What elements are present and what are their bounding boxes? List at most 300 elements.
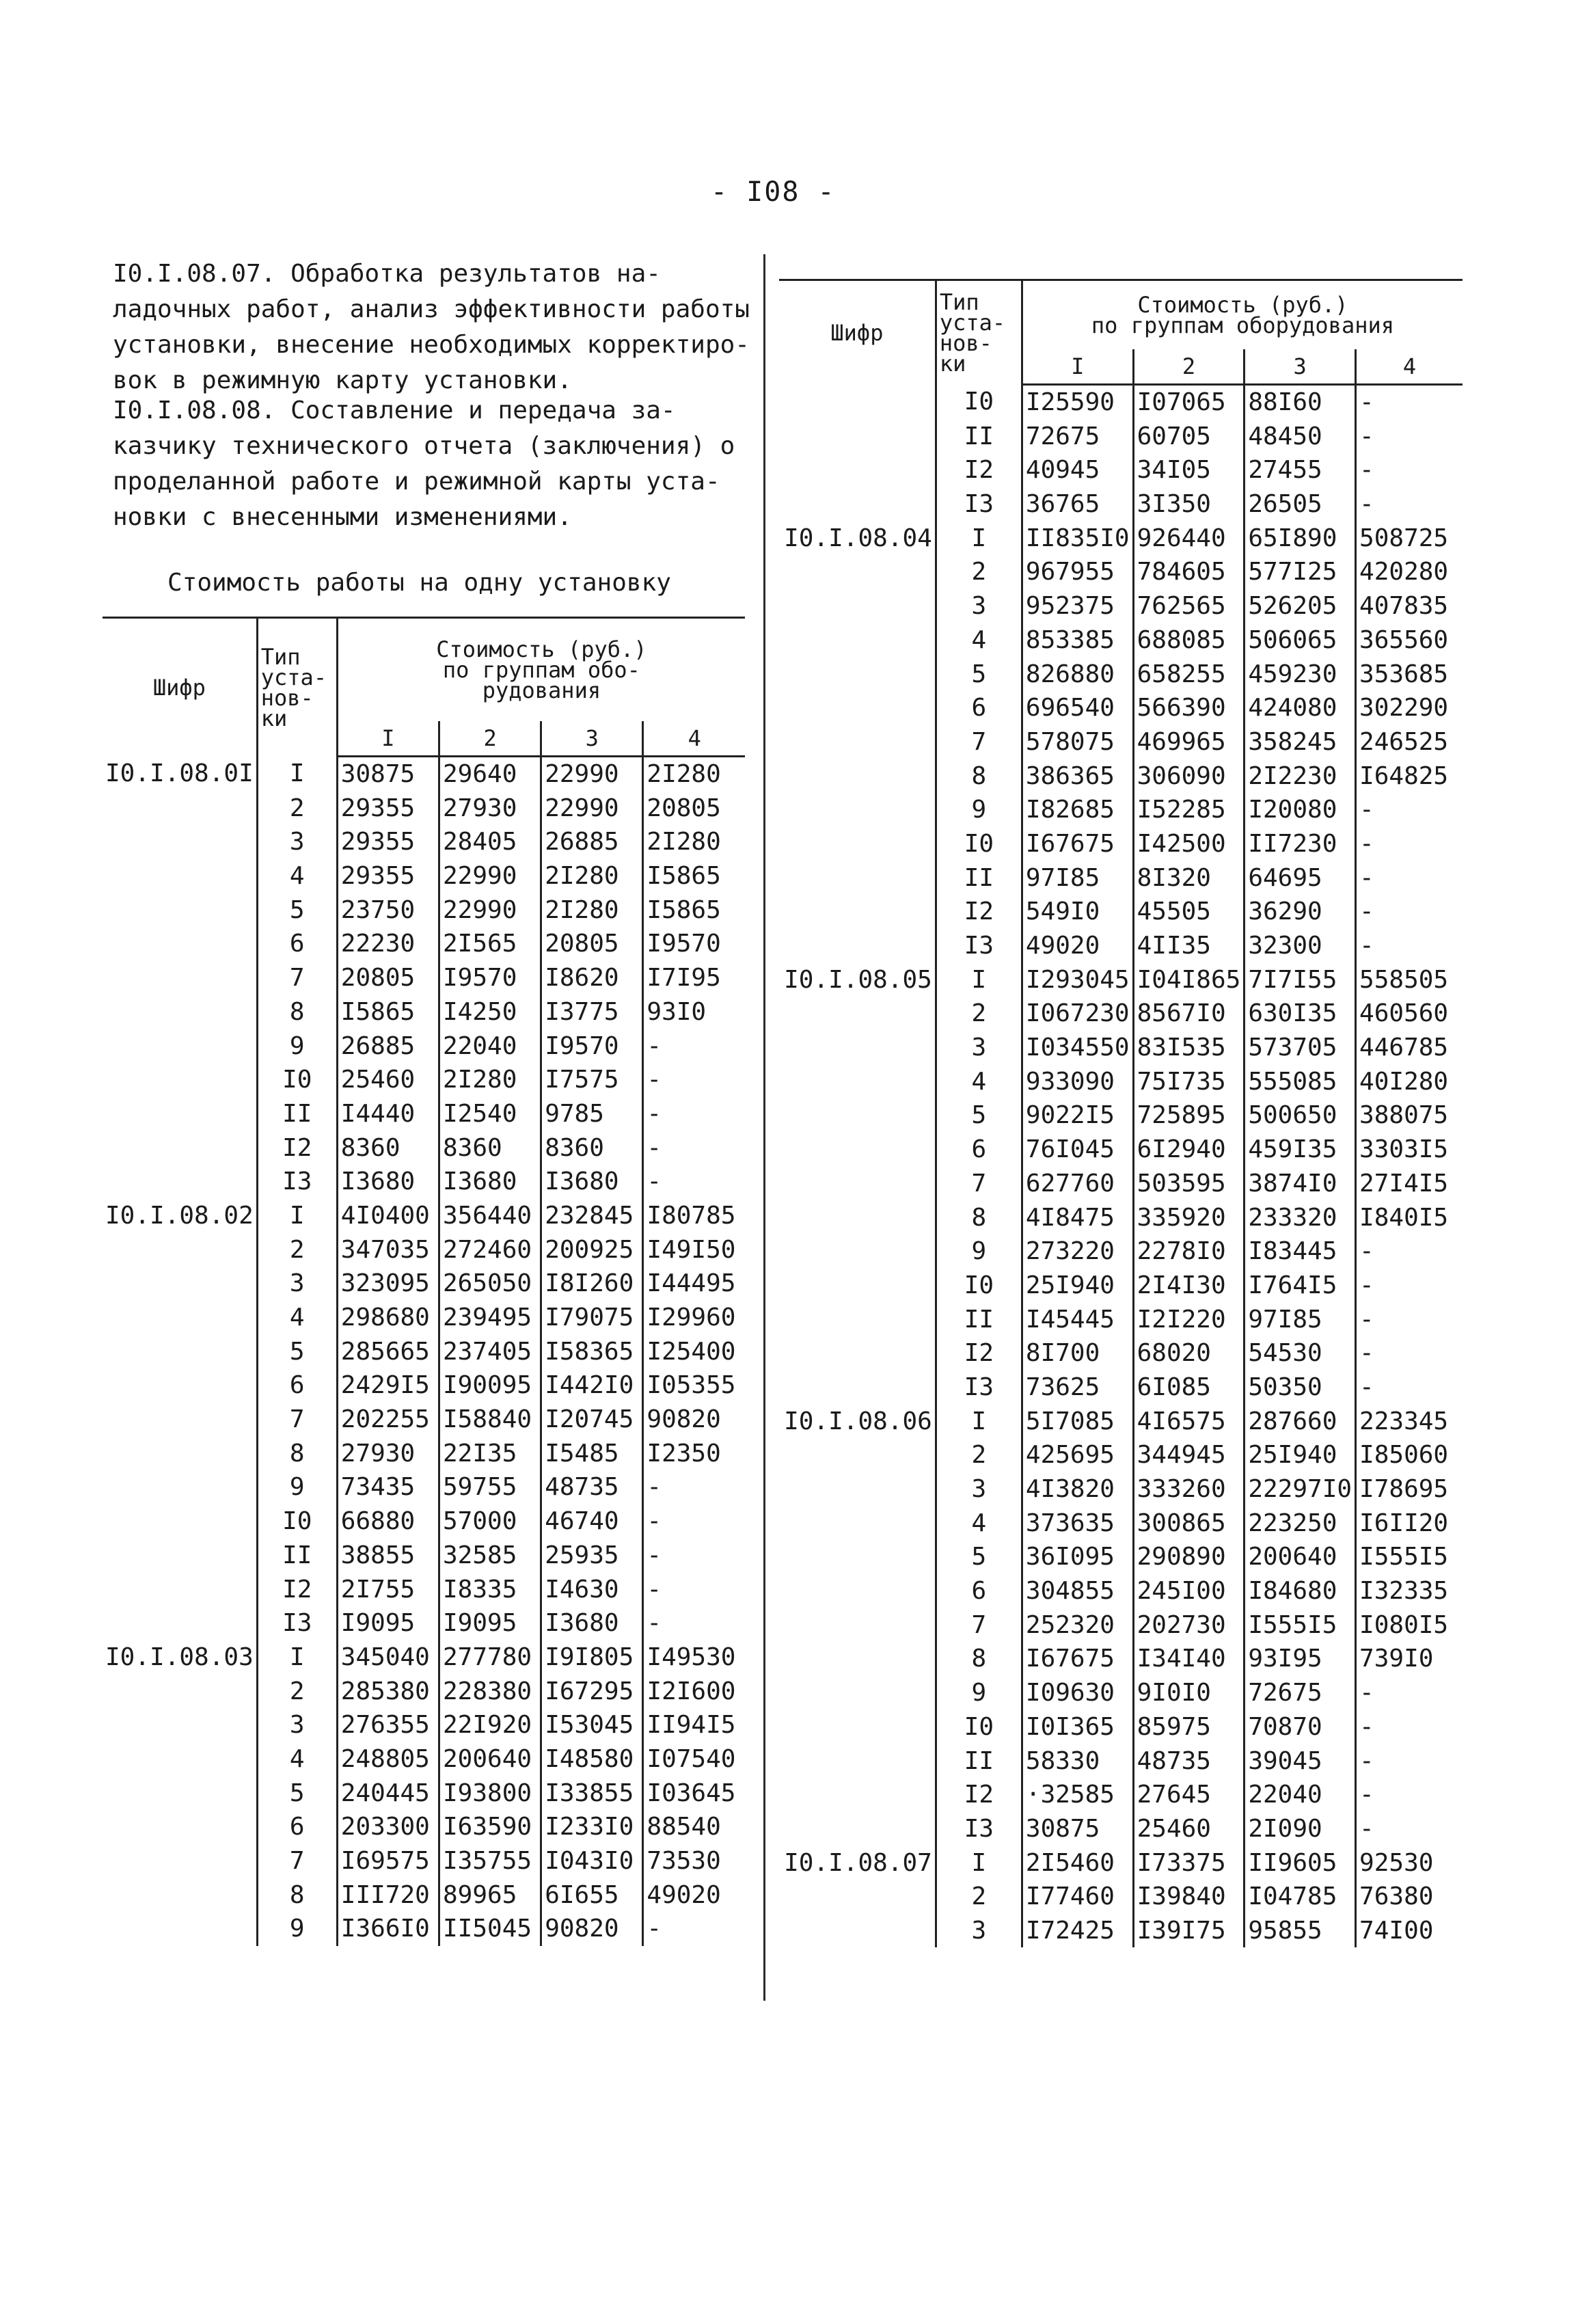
header-group-2: 2 [439, 721, 541, 756]
cost-table-right [779, 279, 1463, 1947]
cost-cell-group-2: I07065 [1133, 384, 1245, 419]
cost-cell-group-3: 2I280 [541, 859, 643, 893]
cost-cell-group-1: 252320 [1022, 1608, 1133, 1642]
cost-cell-group-3: I764I5 [1245, 1269, 1356, 1303]
cost-cell-group-2: 2I565 [439, 927, 541, 961]
cost-cell-group-3: 22297I0 [1245, 1472, 1356, 1506]
cipher-empty [779, 1336, 936, 1370]
cost-cell-group-2: 566390 [1133, 691, 1245, 725]
cost-cell-group-3: 93I95 [1245, 1642, 1356, 1676]
type-cell: 8 [936, 1200, 1022, 1234]
cost-cell-group-3: 48735 [541, 1470, 643, 1504]
cipher-empty [103, 1844, 257, 1878]
cost-cell-group-3: 555085 [1245, 1064, 1356, 1098]
header-group-1: I [337, 721, 439, 756]
cost-cell-group-1: 578075 [1022, 725, 1133, 759]
cost-cell-group-4: I44495 [643, 1267, 745, 1301]
type-cell: I0 [936, 1269, 1022, 1303]
type-cell: 2 [257, 791, 337, 825]
cost-cell-group-2: I39840 [1133, 1880, 1245, 1914]
paragraph-line: ладочных работ, анализ эффективности работы [113, 295, 750, 323]
type-cell: 3 [257, 1708, 337, 1742]
type-cell: 4 [936, 1064, 1022, 1098]
header-line: Стоимость (руб.) [436, 636, 647, 662]
table-row [779, 1200, 1463, 1234]
cost-cell-group-1: 5I7085 [1022, 1404, 1133, 1438]
type-cell: 2 [936, 555, 1022, 589]
cost-cell-group-1: 4I8475 [1022, 1200, 1133, 1234]
type-cell: 7 [936, 725, 1022, 759]
table-row [779, 1031, 1463, 1065]
cost-cell-group-1: I25590 [1022, 384, 1133, 419]
cost-cell-group-3: I67295 [541, 1674, 643, 1708]
type-cell: I3 [936, 1370, 1022, 1405]
cost-cell-group-1: 2I755 [337, 1572, 439, 1606]
cipher-code: I0.I.08.05 [784, 965, 932, 994]
cipher-code: I0.I.08.0I [105, 759, 254, 788]
cost-cell-group-1: 66880 [337, 1504, 439, 1539]
type-cell: I [257, 756, 337, 791]
table-row [779, 384, 1463, 419]
table-row [103, 1742, 745, 1776]
cost-cell-group-3: I043I0 [541, 1844, 643, 1878]
cost-cell-group-4: - [1356, 1676, 1463, 1710]
type-cell: I0 [936, 827, 1022, 861]
cost-cell-group-4: 74I00 [1356, 1914, 1463, 1948]
cost-cell-group-3: 22990 [541, 791, 643, 825]
cost-cell-group-4: - [1356, 1812, 1463, 1846]
cipher-empty [779, 1540, 936, 1574]
cost-cell-group-2: 272460 [439, 1232, 541, 1267]
type-cell: 4 [257, 859, 337, 893]
type-cell: 4 [257, 1301, 337, 1335]
cost-cell-group-3: 39045 [1245, 1744, 1356, 1778]
cost-cell-group-1: I3680 [337, 1165, 439, 1199]
cost-cell-group-1: I77460 [1022, 1880, 1133, 1914]
cost-cell-group-3: I79075 [541, 1301, 643, 1335]
cipher-code: I0.I.08.07 [784, 1848, 932, 1877]
type-cell: I [936, 962, 1022, 997]
cipher-empty [779, 453, 936, 487]
table-row [779, 1269, 1463, 1303]
cost-cell-group-4: - [1356, 895, 1463, 929]
cost-cell-group-3: 7I7I55 [1245, 962, 1356, 997]
cost-cell-group-3: 8360 [541, 1131, 643, 1165]
cost-cell-group-2: I2540 [439, 1097, 541, 1131]
table-row [103, 1165, 745, 1199]
cost-cell-group-3: 54530 [1245, 1336, 1356, 1370]
cipher-empty [103, 961, 257, 995]
type-cell: 7 [257, 961, 337, 995]
cipher-empty [779, 487, 936, 522]
cost-cell-group-1: 30875 [1022, 1812, 1133, 1846]
table-row [779, 1846, 1463, 1880]
cipher-empty [779, 1778, 936, 1812]
cost-cell-group-3: 70870 [1245, 1710, 1356, 1744]
cost-cell-group-1: 36I095 [1022, 1540, 1133, 1574]
cipher-empty [779, 1744, 936, 1778]
cost-cell-group-1: 425695 [1022, 1438, 1133, 1472]
cost-cell-group-4: I840I5 [1356, 1200, 1463, 1234]
cost-cell-group-1: 40945 [1022, 453, 1133, 487]
cost-cell-group-4: 92530 [1356, 1846, 1463, 1880]
cost-cell-group-4: I2350 [643, 1436, 745, 1470]
type-cell: 5 [936, 1540, 1022, 1574]
cost-cell-group-1: 23750 [337, 893, 439, 927]
cipher-empty [779, 1302, 936, 1336]
cost-cell-group-2: I42500 [1133, 827, 1245, 861]
cost-cell-group-1: 72675 [1022, 419, 1133, 453]
cost-cell-group-2: 784605 [1133, 555, 1245, 589]
cipher-empty [103, 1539, 257, 1573]
cost-cell-group-1: 73625 [1022, 1370, 1133, 1405]
type-cell: 7 [257, 1844, 337, 1878]
cost-cell-group-4: 88540 [643, 1810, 745, 1844]
header-line: Тип [939, 288, 979, 315]
cost-cell-group-3: 95855 [1245, 1914, 1356, 1948]
cost-cell-group-2: 237405 [439, 1334, 541, 1368]
cipher-empty [103, 1470, 257, 1504]
cost-cell-group-2: 239495 [439, 1301, 541, 1335]
cost-cell-group-1: 30875 [337, 756, 439, 791]
cost-cell-group-3: 2I090 [1245, 1812, 1356, 1846]
type-cell: I [936, 1846, 1022, 1880]
table-row [103, 1267, 745, 1301]
cost-cell-group-4: I555I5 [1356, 1540, 1463, 1574]
cost-cell-group-4: 460560 [1356, 997, 1463, 1031]
cost-cell-group-2: 300865 [1133, 1506, 1245, 1540]
table-row [103, 995, 745, 1029]
cost-cell-group-4: 388075 [1356, 1098, 1463, 1133]
cost-cell-group-4: I29960 [643, 1301, 745, 1335]
type-cell: I2 [936, 1778, 1022, 1812]
cost-cell-group-3: 526205 [1245, 589, 1356, 623]
cipher-empty [779, 827, 936, 861]
cost-cell-group-2: I58840 [439, 1403, 541, 1437]
cost-cell-group-3: I7575 [541, 1063, 643, 1097]
cost-cell-group-1: 4I3820 [1022, 1472, 1133, 1506]
cost-cell-group-1: I67675 [1022, 1642, 1133, 1676]
cost-cell-group-4: 353685 [1356, 657, 1463, 691]
table-row [779, 453, 1463, 487]
cost-cell-group-1: ·32585 [1022, 1778, 1133, 1812]
paragraph-10-1-08-07 [113, 256, 750, 398]
cost-cell-group-1: 298680 [337, 1301, 439, 1335]
cost-cell-group-1: I5865 [337, 995, 439, 1029]
cost-cell-group-1: 25I940 [1022, 1269, 1133, 1303]
cost-cell-group-2: 48735 [1133, 1744, 1245, 1778]
cipher-empty [103, 1165, 257, 1199]
cost-cell-group-1: 2I5460 [1022, 1846, 1133, 1880]
type-cell: 8 [936, 1642, 1022, 1676]
cost-cell-group-1: 933090 [1022, 1064, 1133, 1098]
cipher-empty [103, 1436, 257, 1470]
cipher-empty [103, 1029, 257, 1063]
cost-cell-group-3: 46740 [541, 1504, 643, 1539]
cost-cell-group-1: 627760 [1022, 1167, 1133, 1201]
cipher-empty [103, 859, 257, 893]
cipher-empty [103, 825, 257, 859]
cost-cell-group-2: 762565 [1133, 589, 1245, 623]
cost-cell-group-2: 57000 [439, 1504, 541, 1539]
cost-cell-group-3: 287660 [1245, 1404, 1356, 1438]
table-row [103, 1504, 745, 1539]
type-cell: 9 [257, 1029, 337, 1063]
type-cell: 6 [936, 1133, 1022, 1167]
cost-cell-group-3: 200640 [1245, 1540, 1356, 1574]
cost-cell-group-1: 203300 [337, 1810, 439, 1844]
cost-cell-group-3: 88I60 [1245, 384, 1356, 419]
cipher-empty [779, 1676, 936, 1710]
cost-cell-group-1: I09630 [1022, 1676, 1133, 1710]
cost-cell-group-3: I3680 [541, 1165, 643, 1199]
cost-cell-group-1: 276355 [337, 1708, 439, 1742]
cost-cell-group-1: I0I365 [1022, 1710, 1133, 1744]
table-row [103, 756, 745, 791]
type-cell: I2 [936, 895, 1022, 929]
cost-cell-group-2: 344945 [1133, 1438, 1245, 1472]
cost-cell-group-1: 38855 [337, 1539, 439, 1573]
cost-cell-group-1: 347035 [337, 1232, 439, 1267]
cost-table-left [103, 617, 745, 1946]
cost-cell-group-3: 22040 [1245, 1778, 1356, 1812]
cipher-code: I0.I.08.03 [105, 1643, 254, 1671]
cost-cell-group-1: 29355 [337, 859, 439, 893]
cipher-code [779, 384, 936, 419]
cost-cell-group-4: 302290 [1356, 691, 1463, 725]
cost-cell-group-4: 558505 [1356, 962, 1463, 997]
cost-cell-group-4: - [1356, 929, 1463, 963]
cipher-empty [779, 1031, 936, 1065]
cost-cell-group-4: 73530 [643, 1844, 745, 1878]
cost-cell-group-4: - [643, 1539, 745, 1573]
type-cell: 5 [936, 1098, 1022, 1133]
table-row [779, 1914, 1463, 1948]
table-row [779, 1540, 1463, 1574]
table-row [779, 1098, 1463, 1133]
type-cell: I3 [257, 1606, 337, 1640]
cipher-empty [103, 1334, 257, 1368]
header-line: уста- [939, 309, 1006, 336]
cipher-empty [779, 997, 936, 1031]
cost-cell-group-2: 202730 [1133, 1608, 1245, 1642]
header-group-3: 3 [541, 721, 643, 756]
cost-cell-group-4: I6II20 [1356, 1506, 1463, 1540]
cost-cell-group-2: 356440 [439, 1199, 541, 1233]
type-cell: II [257, 1539, 337, 1573]
type-cell: 2 [257, 1232, 337, 1267]
cost-cell-group-3: I83445 [1245, 1234, 1356, 1269]
cost-cell-group-3: I555I5 [1245, 1608, 1356, 1642]
type-cell: 3 [257, 825, 337, 859]
cost-cell-group-1: 58330 [1022, 1744, 1133, 1778]
cost-cell-group-3: 3874I0 [1245, 1167, 1356, 1201]
cost-cell-group-3: 32300 [1245, 929, 1356, 963]
cost-cell-group-2: 85975 [1133, 1710, 1245, 1744]
cost-cell-group-2: 306090 [1133, 759, 1245, 793]
table-row [103, 893, 745, 927]
cost-cell-group-1: 240445 [337, 1776, 439, 1810]
cost-cell-group-2: I9095 [439, 1606, 541, 1640]
cost-cell-group-4: - [1356, 827, 1463, 861]
cipher-empty [103, 791, 257, 825]
cost-cell-group-4: I80785 [643, 1199, 745, 1233]
cost-cell-group-4: - [643, 1572, 745, 1606]
cipher-empty [779, 419, 936, 453]
header-group-3: 3 [1245, 349, 1356, 384]
cost-cell-group-3: 25935 [541, 1539, 643, 1573]
cost-cell-group-2: 45505 [1133, 895, 1245, 929]
cost-cell-group-2: I2I220 [1133, 1302, 1245, 1336]
cost-cell-group-2: 688085 [1133, 623, 1245, 658]
table-row [779, 1608, 1463, 1642]
cost-cell-group-4: - [1356, 861, 1463, 895]
cost-cell-group-1: 73435 [337, 1470, 439, 1504]
table-row [779, 1167, 1463, 1201]
cost-cell-group-2: 2I4I30 [1133, 1269, 1245, 1303]
table-row [779, 1404, 1463, 1438]
cost-cell-group-4: 20805 [643, 791, 745, 825]
cost-cell-group-2: 32585 [439, 1539, 541, 1573]
type-cell: II [936, 419, 1022, 453]
cost-cell-group-2: 333260 [1133, 1472, 1245, 1506]
table-row [779, 827, 1463, 861]
type-cell: 4 [936, 1506, 1022, 1540]
cost-cell-group-1: I366I0 [337, 1912, 439, 1946]
cost-cell-group-1: I4440 [337, 1097, 439, 1131]
cost-cell-group-3: 64695 [1245, 861, 1356, 895]
cipher-empty [103, 1504, 257, 1539]
table-row [103, 1131, 745, 1165]
cost-cell-group-2: I93800 [439, 1776, 541, 1810]
header-cipher: Шифр [103, 618, 257, 757]
cost-cell-group-3: 6I655 [541, 1878, 643, 1912]
cipher-empty [103, 1063, 257, 1097]
type-cell: I3 [257, 1165, 337, 1199]
cost-cell-group-2: 8567I0 [1133, 997, 1245, 1031]
table-row [103, 1606, 745, 1640]
cost-cell-group-2: 60705 [1133, 419, 1245, 453]
table-row [103, 1199, 745, 1233]
type-cell: 8 [257, 1878, 337, 1912]
header-cost-groups [337, 618, 745, 722]
type-cell: 3 [936, 1472, 1022, 1506]
cost-cell-group-1: 97I85 [1022, 861, 1133, 895]
cipher-empty [779, 929, 936, 963]
cipher-code: I0.I.08.04 [784, 524, 932, 552]
header-line: уста- [260, 664, 327, 690]
cost-cell-group-2: 89965 [439, 1878, 541, 1912]
type-cell: 7 [936, 1608, 1022, 1642]
cost-cell-group-4: I080I5 [1356, 1608, 1463, 1642]
cipher-empty [779, 657, 936, 691]
table-row [103, 1063, 745, 1097]
cost-cell-group-1: 323095 [337, 1267, 439, 1301]
type-cell: 5 [257, 893, 337, 927]
cost-cell-group-2: 335920 [1133, 1200, 1245, 1234]
table-row [779, 1778, 1463, 1812]
type-cell: I0 [257, 1063, 337, 1097]
cost-cell-group-4: - [1356, 793, 1463, 827]
cost-cell-group-4: - [643, 1504, 745, 1539]
cost-cell-group-2: 27930 [439, 791, 541, 825]
cost-cell-group-1: 304855 [1022, 1574, 1133, 1608]
cost-cell-group-1: I82685 [1022, 793, 1133, 827]
cipher-empty [103, 1131, 257, 1165]
cost-cell-group-4: - [1356, 1744, 1463, 1778]
table-row [779, 1676, 1463, 1710]
table-row [779, 487, 1463, 522]
cost-cell-group-4: 3303I5 [1356, 1133, 1463, 1167]
header-line: по группам оборудования [1091, 312, 1394, 338]
cost-cell-group-3: 459I35 [1245, 1133, 1356, 1167]
cipher-empty [779, 1710, 936, 1744]
cost-cell-group-1: 373635 [1022, 1506, 1133, 1540]
cost-cell-group-3: 573705 [1245, 1031, 1356, 1065]
paragraph-line: I0.I.08.07. Обработка результатов на- [113, 260, 661, 288]
cost-cell-group-4: - [1356, 1234, 1463, 1269]
header-group-2: 2 [1133, 349, 1245, 384]
cost-cell-group-4: 407835 [1356, 589, 1463, 623]
cost-cell-group-1: 202255 [337, 1403, 439, 1437]
cost-cell-group-3: I4630 [541, 1572, 643, 1606]
cost-cell-group-4: 27I4I5 [1356, 1167, 1463, 1201]
type-cell: 8 [257, 1436, 337, 1470]
cost-cell-group-1: I034550 [1022, 1031, 1133, 1065]
header-group-4: 4 [643, 721, 745, 756]
cipher-empty [103, 1708, 257, 1742]
cost-cell-group-3: I20745 [541, 1403, 643, 1437]
cipher-empty [103, 927, 257, 961]
cost-cell-group-4: I49I50 [643, 1232, 745, 1267]
cost-cell-group-3: 22990 [541, 756, 643, 791]
cost-cell-group-2: I73375 [1133, 1846, 1245, 1880]
cost-cell-group-3: 424080 [1245, 691, 1356, 725]
cipher-empty [779, 589, 936, 623]
type-cell: II [936, 1302, 1022, 1336]
table-row [103, 1844, 745, 1878]
table-row [103, 1301, 745, 1335]
cost-cell-group-4: - [1356, 1302, 1463, 1336]
cost-cell-group-2: 25460 [1133, 1812, 1245, 1846]
cost-cell-group-2: 277780 [439, 1640, 541, 1675]
cost-cell-group-3: I84680 [1245, 1574, 1356, 1608]
type-cell: II [257, 1097, 337, 1131]
cost-cell-group-4: I03645 [643, 1776, 745, 1810]
cost-cell-group-1: 248805 [337, 1742, 439, 1776]
cost-cell-group-3: I33855 [541, 1776, 643, 1810]
type-cell: 8 [257, 995, 337, 1029]
cost-cell-group-3: II9605 [1245, 1846, 1356, 1880]
cost-cell-group-4: I85060 [1356, 1438, 1463, 1472]
table-row [779, 589, 1463, 623]
cost-cell-group-4: I5865 [643, 893, 745, 927]
type-cell: 8 [936, 759, 1022, 793]
header-line: Стоимость (руб.) [1137, 292, 1348, 318]
type-cell: 5 [257, 1334, 337, 1368]
table-row [103, 1572, 745, 1606]
type-cell: 6 [936, 1574, 1022, 1608]
cost-cell-group-3: I3680 [541, 1606, 643, 1640]
cost-cell-group-4: 739I0 [1356, 1642, 1463, 1676]
table-row [779, 691, 1463, 725]
cost-cell-group-3: I04785 [1245, 1880, 1356, 1914]
table-row [103, 859, 745, 893]
cost-cell-group-1: 22230 [337, 927, 439, 961]
cost-cell-group-3: 97I85 [1245, 1302, 1356, 1336]
table-row [779, 419, 1463, 453]
type-cell: I0 [936, 1710, 1022, 1744]
